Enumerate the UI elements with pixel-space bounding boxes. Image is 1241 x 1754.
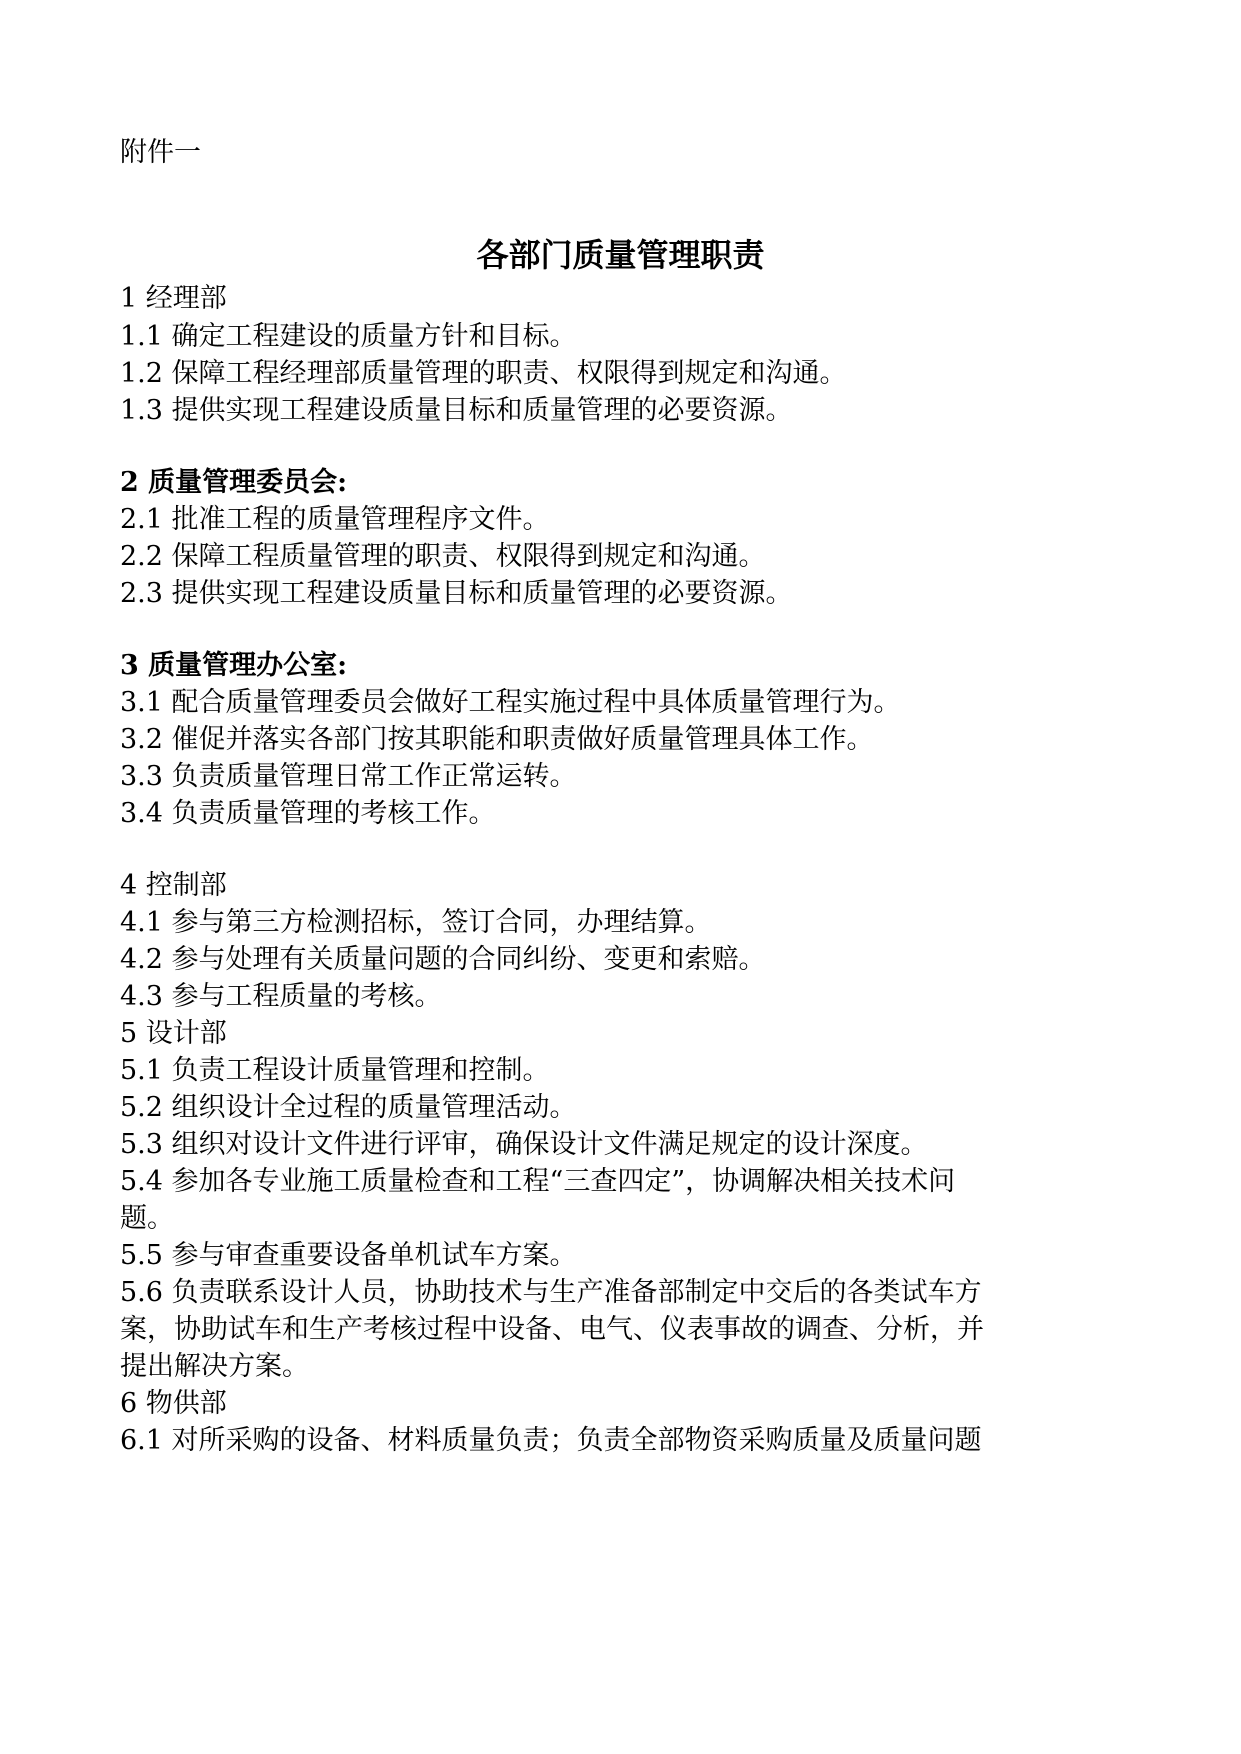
section-heading-6: 6 物供部 bbox=[120, 1388, 227, 1419]
section-item: 2.1 批准工程的质量管理程序文件。 bbox=[120, 504, 550, 535]
section-item: 4.2 参与处理有关质量问题的合同纠纷、变更和索赔。 bbox=[120, 944, 766, 975]
section-item: 5.6 负责联系设计人员，协助技术与生产准备部制定中交后的各类试车方 bbox=[120, 1277, 982, 1308]
section-item: 4.1 参与第三方检测招标，签订合同，办理结算。 bbox=[120, 907, 712, 938]
section-item: 3.2 催促并落实各部门按其职能和职责做好质量管理具体工作。 bbox=[120, 724, 874, 755]
section-item: 4.3 参与工程质量的考核。 bbox=[120, 981, 442, 1012]
section-item: 5.4 参加各专业施工质量检查和工程“三查四定”，协调解决相关技术问 bbox=[120, 1166, 956, 1197]
section-item: 5.1 负责工程设计质量管理和控制。 bbox=[120, 1055, 550, 1086]
section-item: 3.1 配合质量管理委员会做好工程实施过程中具体质量管理行为。 bbox=[120, 687, 901, 718]
document-title: 各部门质量管理职责 bbox=[476, 236, 765, 274]
section-item-continuation: 案，协助试车和生产考核过程中设备、电气、仪表事故的调查、分析，并 bbox=[120, 1314, 984, 1345]
section-item: 1.1 确定工程建设的质量方针和目标。 bbox=[120, 321, 577, 352]
section-item: 3.4 负责质量管理的考核工作。 bbox=[120, 798, 496, 829]
section-item-continuation: 题。 bbox=[120, 1203, 174, 1234]
section-item: 5.2 组织设计全过程的质量管理活动。 bbox=[120, 1092, 577, 1123]
section-item: 5.3 组织对设计文件进行评审，确保设计文件满足规定的设计深度。 bbox=[120, 1129, 928, 1160]
section-item: 2.2 保障工程质量管理的职责、权限得到规定和沟通。 bbox=[120, 541, 766, 572]
section-item: 5.5 参与审查重要设备单机试车方案。 bbox=[120, 1240, 577, 1271]
attachment-label: 附件一 bbox=[120, 137, 201, 168]
section-heading-4: 4 控制部 bbox=[120, 870, 227, 901]
section-heading-5: 5 设计部 bbox=[120, 1018, 227, 1049]
section-heading-3: 3 质量管理办公室: bbox=[120, 650, 348, 681]
section-item: 2.3 提供实现工程建设质量目标和质量管理的必要资源。 bbox=[120, 578, 793, 609]
section-item: 6.1 对所采购的设备、材料质量负责；负责全部物资采购质量及质量问题 bbox=[120, 1425, 982, 1456]
section-item: 3.3 负责质量管理日常工作正常运转。 bbox=[120, 761, 577, 792]
section-item: 1.2 保障工程经理部质量管理的职责、权限得到规定和沟通。 bbox=[120, 358, 847, 389]
section-heading-1: 1 经理部 bbox=[120, 283, 227, 314]
section-item: 1.3 提供实现工程建设质量目标和质量管理的必要资源。 bbox=[120, 395, 793, 426]
section-heading-2: 2 质量管理委员会: bbox=[120, 467, 348, 498]
section-item-continuation: 提出解决方案。 bbox=[120, 1351, 309, 1382]
